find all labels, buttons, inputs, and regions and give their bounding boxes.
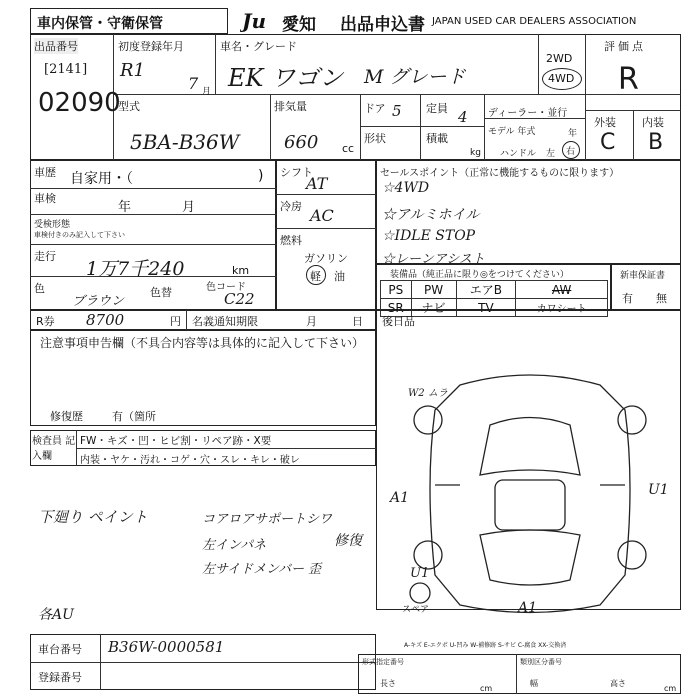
height-cm: cm [664,684,677,693]
exterior-label: 外装 [594,116,616,129]
damage-legend: A-キズ E-エクボ U-凹み W-補修跡 S-サビ C-腐食 XX-交換済 [404,642,567,649]
sales-point-4: ☆レーンアシスト [382,252,485,267]
repair-place: 有（箇所 [112,410,156,423]
rating-label: 評価点 [604,40,646,53]
fuel-label: 燃料 [280,234,302,247]
svg-text:Ju: Ju [242,10,267,32]
inspection-label: 車検 [34,192,56,205]
shift-label: シフト [280,166,313,179]
year-unit: 年 [568,129,578,139]
mileage-value: 1万7千240 [86,258,185,280]
model-year-label: モデル 年式 [488,127,536,137]
sales-point-3: ☆IDLE STOP [382,228,476,244]
color-label: 色 [34,282,45,295]
rear-seat-label: 後日品 [382,315,415,328]
km-unit: km [232,264,250,277]
eq-ps: PS [381,281,412,299]
eq-sr: SR [381,299,412,317]
shift-value: AT [306,174,328,193]
equipment-label: 装備品（純正品に限り◎をつけてください） [390,270,569,280]
warranty-yes: 有 [622,292,633,305]
association-name: JAPAN USED CAR DEALERS ASSOCIATION [432,16,637,27]
handle-left: 左 [546,149,556,159]
length-cm: cm [480,684,493,693]
mark-w2: W2 ムラ [408,388,448,399]
doors: 5 [392,102,402,120]
doors-label: ドア [364,102,386,115]
note-2: コアロアサポートシワ [202,512,333,527]
first-reg-month: 7 [188,74,199,93]
fuel-gasoline: ガソリン [304,252,348,265]
mark-u1-right: U1 [648,482,669,498]
yen-unit: 円 [170,315,181,328]
color-code-label: 色コード [206,282,246,293]
capacity-label: 定員 [426,102,448,115]
history-value: 自家用・（ [70,171,133,187]
warranty-no: 無 [656,292,667,305]
model-type-label: 型式 [118,100,140,113]
color-change-label: 色替 [150,286,172,299]
form-title: 出品申込書 [340,15,425,35]
shape-label: 形状 [364,132,386,145]
sales-point-1: ☆4WD [382,180,430,196]
kg-unit: kg [470,148,481,158]
color-value: ブラウン [72,294,125,309]
eq-airbag: エアB [456,281,516,299]
r-ticket-value: 8700 [86,311,125,329]
note-5: 左サイドメンバー 歪 [202,562,322,577]
drive-label: 2WD [546,52,573,65]
sales-points-label: セールスポイント（正常に機能するものに限ります） [380,168,620,179]
length-label: 長さ [380,679,396,688]
warranty-label: 新車保証書 [620,271,666,281]
displacement: 660 [284,132,319,153]
exterior-grade: C [600,130,616,155]
model-type: 5BA-B36W [130,130,240,154]
category-label: 類別区分番号 [520,658,562,666]
inspection-year: 年 [118,200,132,215]
inspection-month: 月 [182,200,196,215]
capacity: 4 [458,108,468,126]
chassis-number: B36W-0000581 [108,638,225,656]
eq-leather: カワシート [516,299,608,317]
eq-navi: ナビ [411,299,456,317]
mileage-label: 走行 [34,250,56,263]
repair-label: 修復歴 [50,410,83,423]
fw-row: FW・キズ・凹・ヒビ割・リペア跡・X要 [80,435,272,447]
sales-point-2: ☆アルミホイル [382,207,480,223]
color-code: C22 [224,290,255,308]
fuel-light: 軽 [310,270,321,283]
history-close: ) [258,168,264,184]
first-reg-label: 初度登録年月 [118,40,184,53]
car-damage-diagram [400,365,660,625]
storage-title: 車内保管・守衛保管 [37,16,163,32]
inspector-label: 検査員 記入欄 [32,436,76,462]
tax-notice-label: 名義通知期限 [192,315,258,328]
eq-tv: TV [456,299,516,317]
eq-aw: AW [516,281,608,299]
note-1: 下廻り ペイント [38,508,148,526]
cc-unit: cc [342,142,355,155]
handle-right: 右 [566,147,576,157]
drive-4wd: 4WD [548,72,575,85]
brand-name: 愛知 [282,15,316,35]
notes-label: 注意事項申告欄（不具合内容等は具体的に記入して下さい） [40,336,365,350]
tax-notice-month: 月 [306,315,317,328]
form-size-label: 形式指定番号 [362,658,404,666]
mark-a1-left: A1 [390,490,410,506]
mark-a1-bottom: A1 [518,600,538,616]
rating-value: R [618,62,639,97]
car-grade: M グレード [364,66,466,88]
first-reg-month-unit: 月 [202,87,212,97]
car-name: EK ワゴン [228,64,344,92]
storage-title-box [30,8,228,34]
interior-row: 内装・ヤケ・汚れ・コゲ・穴・スレ・キレ・破レ [80,455,300,466]
handle-label: ハンドル [500,149,537,159]
chassis-label: 車台番号 [38,643,82,656]
interior-label: 内装 [642,116,664,129]
tax-notice-day: 日 [352,315,363,328]
interior-grade: B [648,130,664,155]
note-6: 各AU [38,607,74,623]
mark-u1-left: U1 [410,566,430,581]
note-4: 修復 [334,533,362,549]
eq-pw: PW [411,281,456,299]
dealer-label: ディーラー・並行 [488,108,568,119]
history-label: 車歴 [34,166,56,179]
reg-number-label: 登録番号 [38,671,82,684]
lot-number-label: 出品番号 [34,40,78,53]
lot-number: 02090 [38,88,121,118]
displacement-label: 排気量 [274,100,307,113]
note-3: 左インパネ [202,538,267,553]
receipt-form-label: 受検形態 [34,220,71,230]
aircon-label: 冷房 [280,200,302,213]
spare-label: スペア [402,605,430,615]
aircon-value: AC [310,206,334,225]
lot-prefix: [2141] [44,62,88,77]
load-label: 積載 [426,132,448,145]
height-label: 高さ [610,679,626,688]
first-reg-year: R1 [120,60,146,81]
receipt-note: 車検付きのみ記入して下さい [34,231,125,239]
fuel-oil: 油 [334,270,345,283]
r-ticket-label: R券 [36,315,55,328]
ju-logo [240,10,280,32]
width-label: 幅 [530,679,538,688]
car-name-label: 車名・グレード [220,40,297,53]
